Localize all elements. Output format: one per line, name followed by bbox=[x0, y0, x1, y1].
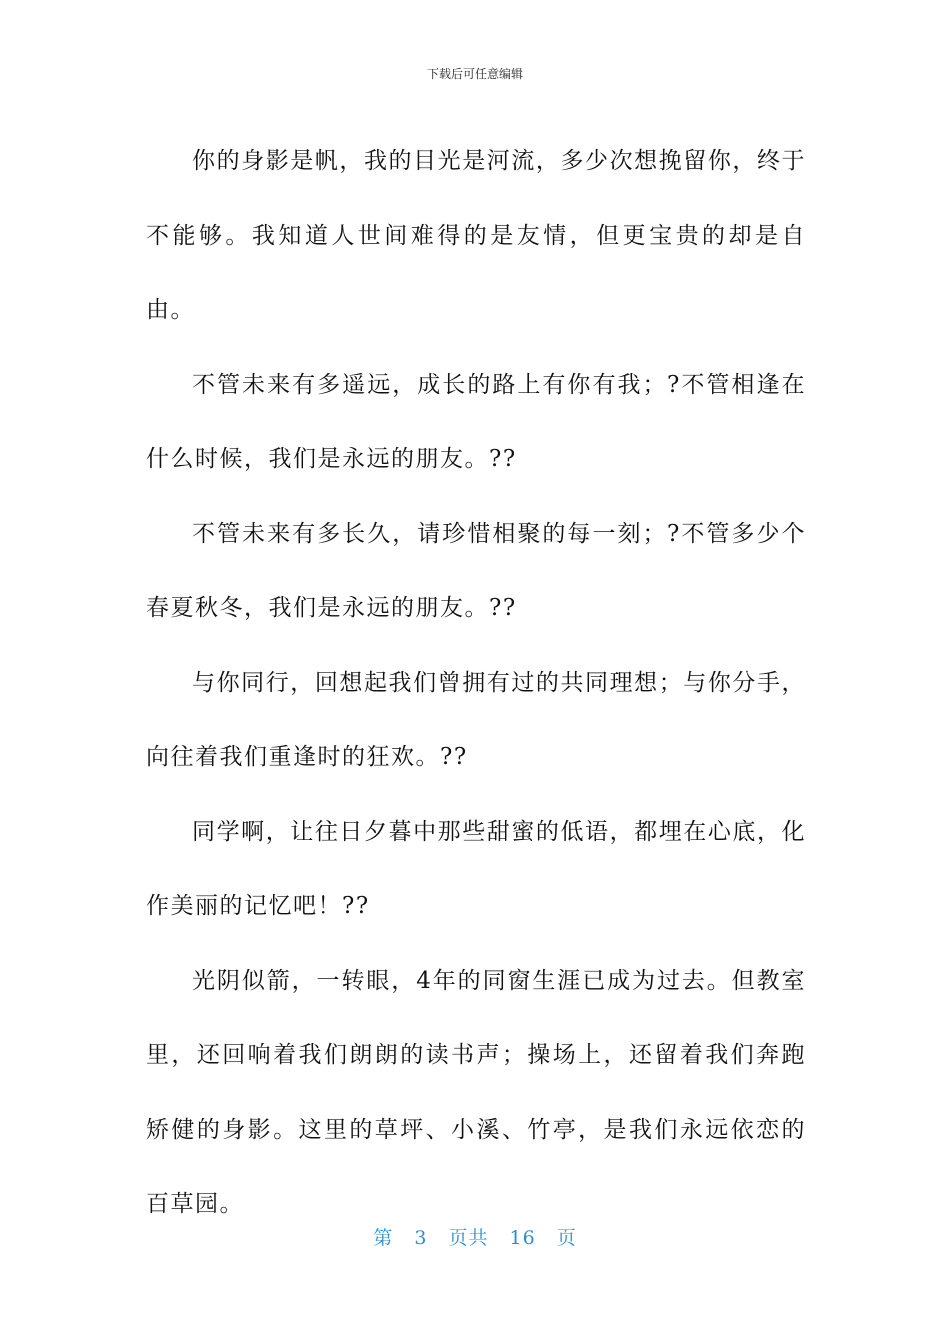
paragraph-4: 与你同行，回想起我们曾拥有过的共同理想；与你分手，向往着我们重逢时的狂欢。?? bbox=[146, 669, 806, 770]
paragraph-6: 光阴似箭，一转眼，4年的同窗生涯已成为过去。但教室里，还回响着我们朗朗的读书声；操场上，还留着我们奔跑矫健的身影。这里的草坪、小溪、竹亭，是我们永远依恋的百草园。 bbox=[146, 967, 806, 1217]
page-number-footer: 第 3 页共 16 页 bbox=[373, 1227, 577, 1249]
document-body bbox=[146, 124, 806, 1242]
paragraph-2: 不管未来有多遥远，成长的路上有你有我；?不管相逢在什么时候，我们是永远的朋友。?? bbox=[146, 371, 806, 472]
paragraph-3: 不管未来有多长久，请珍惜相聚的每一刻；?不管多少个春夏秋冬，我们是永远的朋友。?? bbox=[146, 520, 806, 621]
paragraph-1: 你的身影是帆，我的目光是河流，多少次想挽留你，终于不能够。我知道人世间难得的是友情，但更宝贵的却是自由。 bbox=[146, 148, 806, 323]
paragraph-5: 同学啊，让往日夕暮中那些甜蜜的低语，都埋在心底，化作美丽的记忆吧！?? bbox=[146, 818, 806, 919]
page-header: 下载后可任意编辑 bbox=[426, 67, 523, 81]
